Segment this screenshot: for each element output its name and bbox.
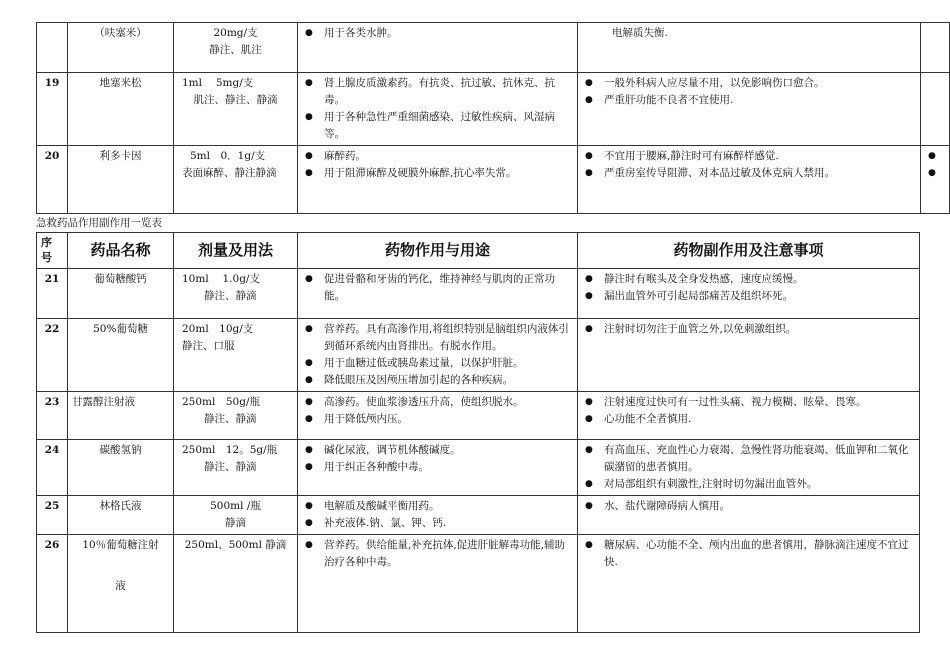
dosage-spec: 250ml 50g/瓶 — [182, 396, 260, 408]
use-cell — [298, 23, 578, 73]
dosage-route: 肌注、静注、静滴 — [193, 94, 278, 106]
dosage-cell — [174, 23, 298, 73]
use-item: ● 用于各种急性严重细菌感染、过敏性疾病、风湿病等。 — [302, 109, 573, 143]
dosage-cell — [174, 535, 298, 633]
row-number: 23 — [37, 392, 68, 440]
row-number: 22 — [37, 319, 68, 392]
use-cell — [298, 319, 578, 392]
dosage-cell — [174, 440, 298, 496]
header-row — [37, 233, 920, 269]
side-effect-item: ● 水、盐代谢障碍病人慎用。 — [582, 498, 915, 515]
extra-cell — [921, 73, 950, 146]
dosage-route: 静注、静滴 — [204, 461, 257, 473]
side-effect-cell — [578, 392, 920, 440]
drug-name: 50%葡萄糖 — [68, 319, 174, 392]
use-item: ● 营养药。供给能量,补充抗体,促进肝脏解毒功能,辅助治疗各种中毒。 — [302, 537, 573, 571]
dosage-spec: 250ml 12。5g/瓶 — [182, 444, 278, 456]
header-seq: 序 号 — [37, 233, 68, 269]
drug-name: 碳酸氢钠 — [68, 440, 174, 496]
dosage-cell — [174, 319, 298, 392]
drug-name-line: 液 — [115, 580, 126, 592]
side-effect-item: ● 一般外科病人应尽量不用，以免影响伤口愈合。 — [582, 75, 916, 92]
use-item: ● 麻醉药。 — [302, 148, 573, 165]
dosage-spec: 500ml /瓶 — [210, 500, 261, 512]
table-row — [37, 496, 920, 535]
table-row — [37, 319, 920, 392]
drug-name: 甘露醇注射液 — [68, 392, 174, 440]
drug-name-line: 10％葡萄糖注射 — [82, 539, 159, 551]
use-cell — [298, 392, 578, 440]
row-number: 25 — [37, 496, 68, 535]
side-effect-text: 电解质失衡. — [612, 27, 668, 39]
side-effect-item: ● 漏出血管外可引起局部痛苦及组织坏死。 — [582, 288, 915, 305]
dosage-spec: 10ml 1.0g/支 — [182, 273, 260, 285]
side-effect-cell — [578, 440, 920, 496]
side-effect-item: ● 注射速度过快可有一过性头痛、视力模糊、眩晕、畏寒。 — [582, 394, 915, 411]
use-item: ● 肾上腺皮质激素药。有抗炎、抗过敏、抗休克、抗毒。 — [302, 75, 573, 109]
side-effect-item: ● 静注时有喉头及全身发热感，速度应缓慢。 — [582, 271, 915, 288]
dosage-cell — [174, 392, 298, 440]
header-side-effect: 药物副作用及注意事项 — [578, 233, 920, 269]
use-cell — [298, 146, 578, 214]
extra-cell — [921, 146, 950, 214]
use-item: ● 碱化尿液，调节机体酸碱度。 — [302, 442, 573, 459]
side-effect-cell — [578, 535, 920, 633]
drug-name: 葡萄糖酸钙 — [68, 269, 174, 319]
use-item: ● 用于血糖过低或胰岛素过量，以保护肝脏。 — [302, 355, 573, 372]
dosage-spec: 250ml、500ml 静滴 — [184, 539, 287, 551]
row-number — [37, 23, 68, 73]
use-item: ● 用于降低颅内压。 — [302, 411, 573, 428]
side-effect-cell — [578, 73, 921, 146]
table-row — [37, 392, 920, 440]
table-row — [37, 73, 950, 146]
side-effect-item: ● 严重房室传导阻滞、对本品过敏及休克病人禁用。 — [582, 165, 916, 182]
use-item: ● 用于各类水肿。 — [302, 25, 573, 42]
side-effect-cell — [578, 496, 920, 535]
dosage-cell — [174, 146, 298, 214]
drug-name: 地塞米松 — [68, 73, 174, 146]
side-effect-item: ● 有高血压、充血性心力衰竭、急慢性肾功能衰竭、低血钾和二氧化碳潴留的患者慎用。 — [582, 442, 915, 476]
use-item: ● 补充液体.钠、氯、钾、钙. — [302, 515, 573, 532]
table-row — [37, 440, 920, 496]
side-effect-cell — [578, 146, 921, 214]
table-row — [37, 23, 950, 73]
dosage-route: 静滴 — [225, 517, 246, 529]
drug-name — [68, 535, 174, 633]
dosage-route: 表面麻醉、静注静滴 — [182, 167, 277, 179]
use-item: ● 高渗药。使血浆渗透压升高，使组织脱水。 — [302, 394, 573, 411]
dosage-route: 静注、静滴 — [204, 290, 257, 302]
drug-name: 利多卡因 — [68, 146, 174, 214]
drug-table — [36, 232, 920, 633]
use-item: ● 用于阻滞麻醉及硬膜外麻醉,抗心率失常。 — [302, 165, 573, 182]
drug-name: （呋塞米） — [68, 23, 174, 73]
use-item: ● 电解质及酸碱平衡用药。 — [302, 498, 573, 515]
use-cell — [298, 535, 578, 633]
side-effect-item: ● 严重肝功能不良者不宜使用. — [582, 92, 916, 109]
use-cell — [298, 440, 578, 496]
use-item: ● 营养药。具有高渗作用,将组织特别是脑组织内液体引到循环系统内由肾排出。有脱水作用。 — [302, 321, 573, 355]
side-effect-item: ● 对局部组织有刺激性,注射时切勿漏出血管外。 — [582, 476, 915, 493]
dosage-spec: 1ml 5mg/支 — [182, 77, 254, 89]
use-cell — [298, 496, 578, 535]
header-dosage: 剂量及用法 — [174, 233, 298, 269]
row-number: 21 — [37, 269, 68, 319]
side-effect-item: ● 不宜用于腰麻,静注时可有麻醉样感觉. — [582, 148, 916, 165]
bullet-icon — [925, 148, 945, 165]
use-item: ● 促进骨骼和牙齿的钙化，维持神经与肌肉的正常功能。 — [302, 271, 573, 305]
dosage-cell — [174, 269, 298, 319]
continued-drug-table — [36, 22, 950, 214]
table-row — [37, 146, 950, 214]
dosage-route: 静注、肌注 — [209, 44, 262, 56]
dosage-route: 静注、静滴 — [204, 413, 257, 425]
side-effect-cell — [578, 269, 920, 319]
header-use: 药物作用与用途 — [298, 233, 578, 269]
dosage-cell — [174, 496, 298, 535]
table-row — [37, 535, 920, 633]
dosage-spec: 20ml 10g/支 — [182, 323, 254, 335]
dosage-cell — [174, 73, 298, 146]
dosage-spec: 5ml 0．1g/支 — [190, 150, 266, 162]
dosage-route: 静注、口服 — [182, 340, 235, 352]
header-drug-name: 药品名称 — [68, 233, 174, 269]
side-effect-item: ● 心功能不全者慎用. — [582, 411, 915, 428]
side-effect-item: ● 糖尿病、心功能不全、颅内出血的患者慎用，静脉滴注速度不宜过快. — [582, 537, 915, 571]
drug-name: 林格氏液 — [68, 496, 174, 535]
side-effect-cell — [578, 319, 920, 392]
use-item: ● 用于纠正各种酸中毒。 — [302, 459, 573, 476]
side-effect-cell — [578, 23, 921, 73]
side-effect-item: ● 注射时切勿注于血管之外,以免刺激组织。 — [582, 321, 915, 338]
use-cell — [298, 73, 578, 146]
row-number: 24 — [37, 440, 68, 496]
use-cell — [298, 269, 578, 319]
row-number: 26 — [37, 535, 68, 633]
row-number: 19 — [37, 73, 68, 146]
table-row — [37, 269, 920, 319]
bullet-icon — [925, 165, 945, 182]
row-number: 20 — [37, 146, 68, 214]
dosage-spec: 20mg/支 — [213, 27, 258, 39]
table-caption: 急救药品作用副作用一览表 — [36, 217, 162, 229]
extra-cell — [921, 23, 950, 73]
use-item: ● 降低眼压及因颅压增加引起的各种疾病。 — [302, 372, 573, 389]
